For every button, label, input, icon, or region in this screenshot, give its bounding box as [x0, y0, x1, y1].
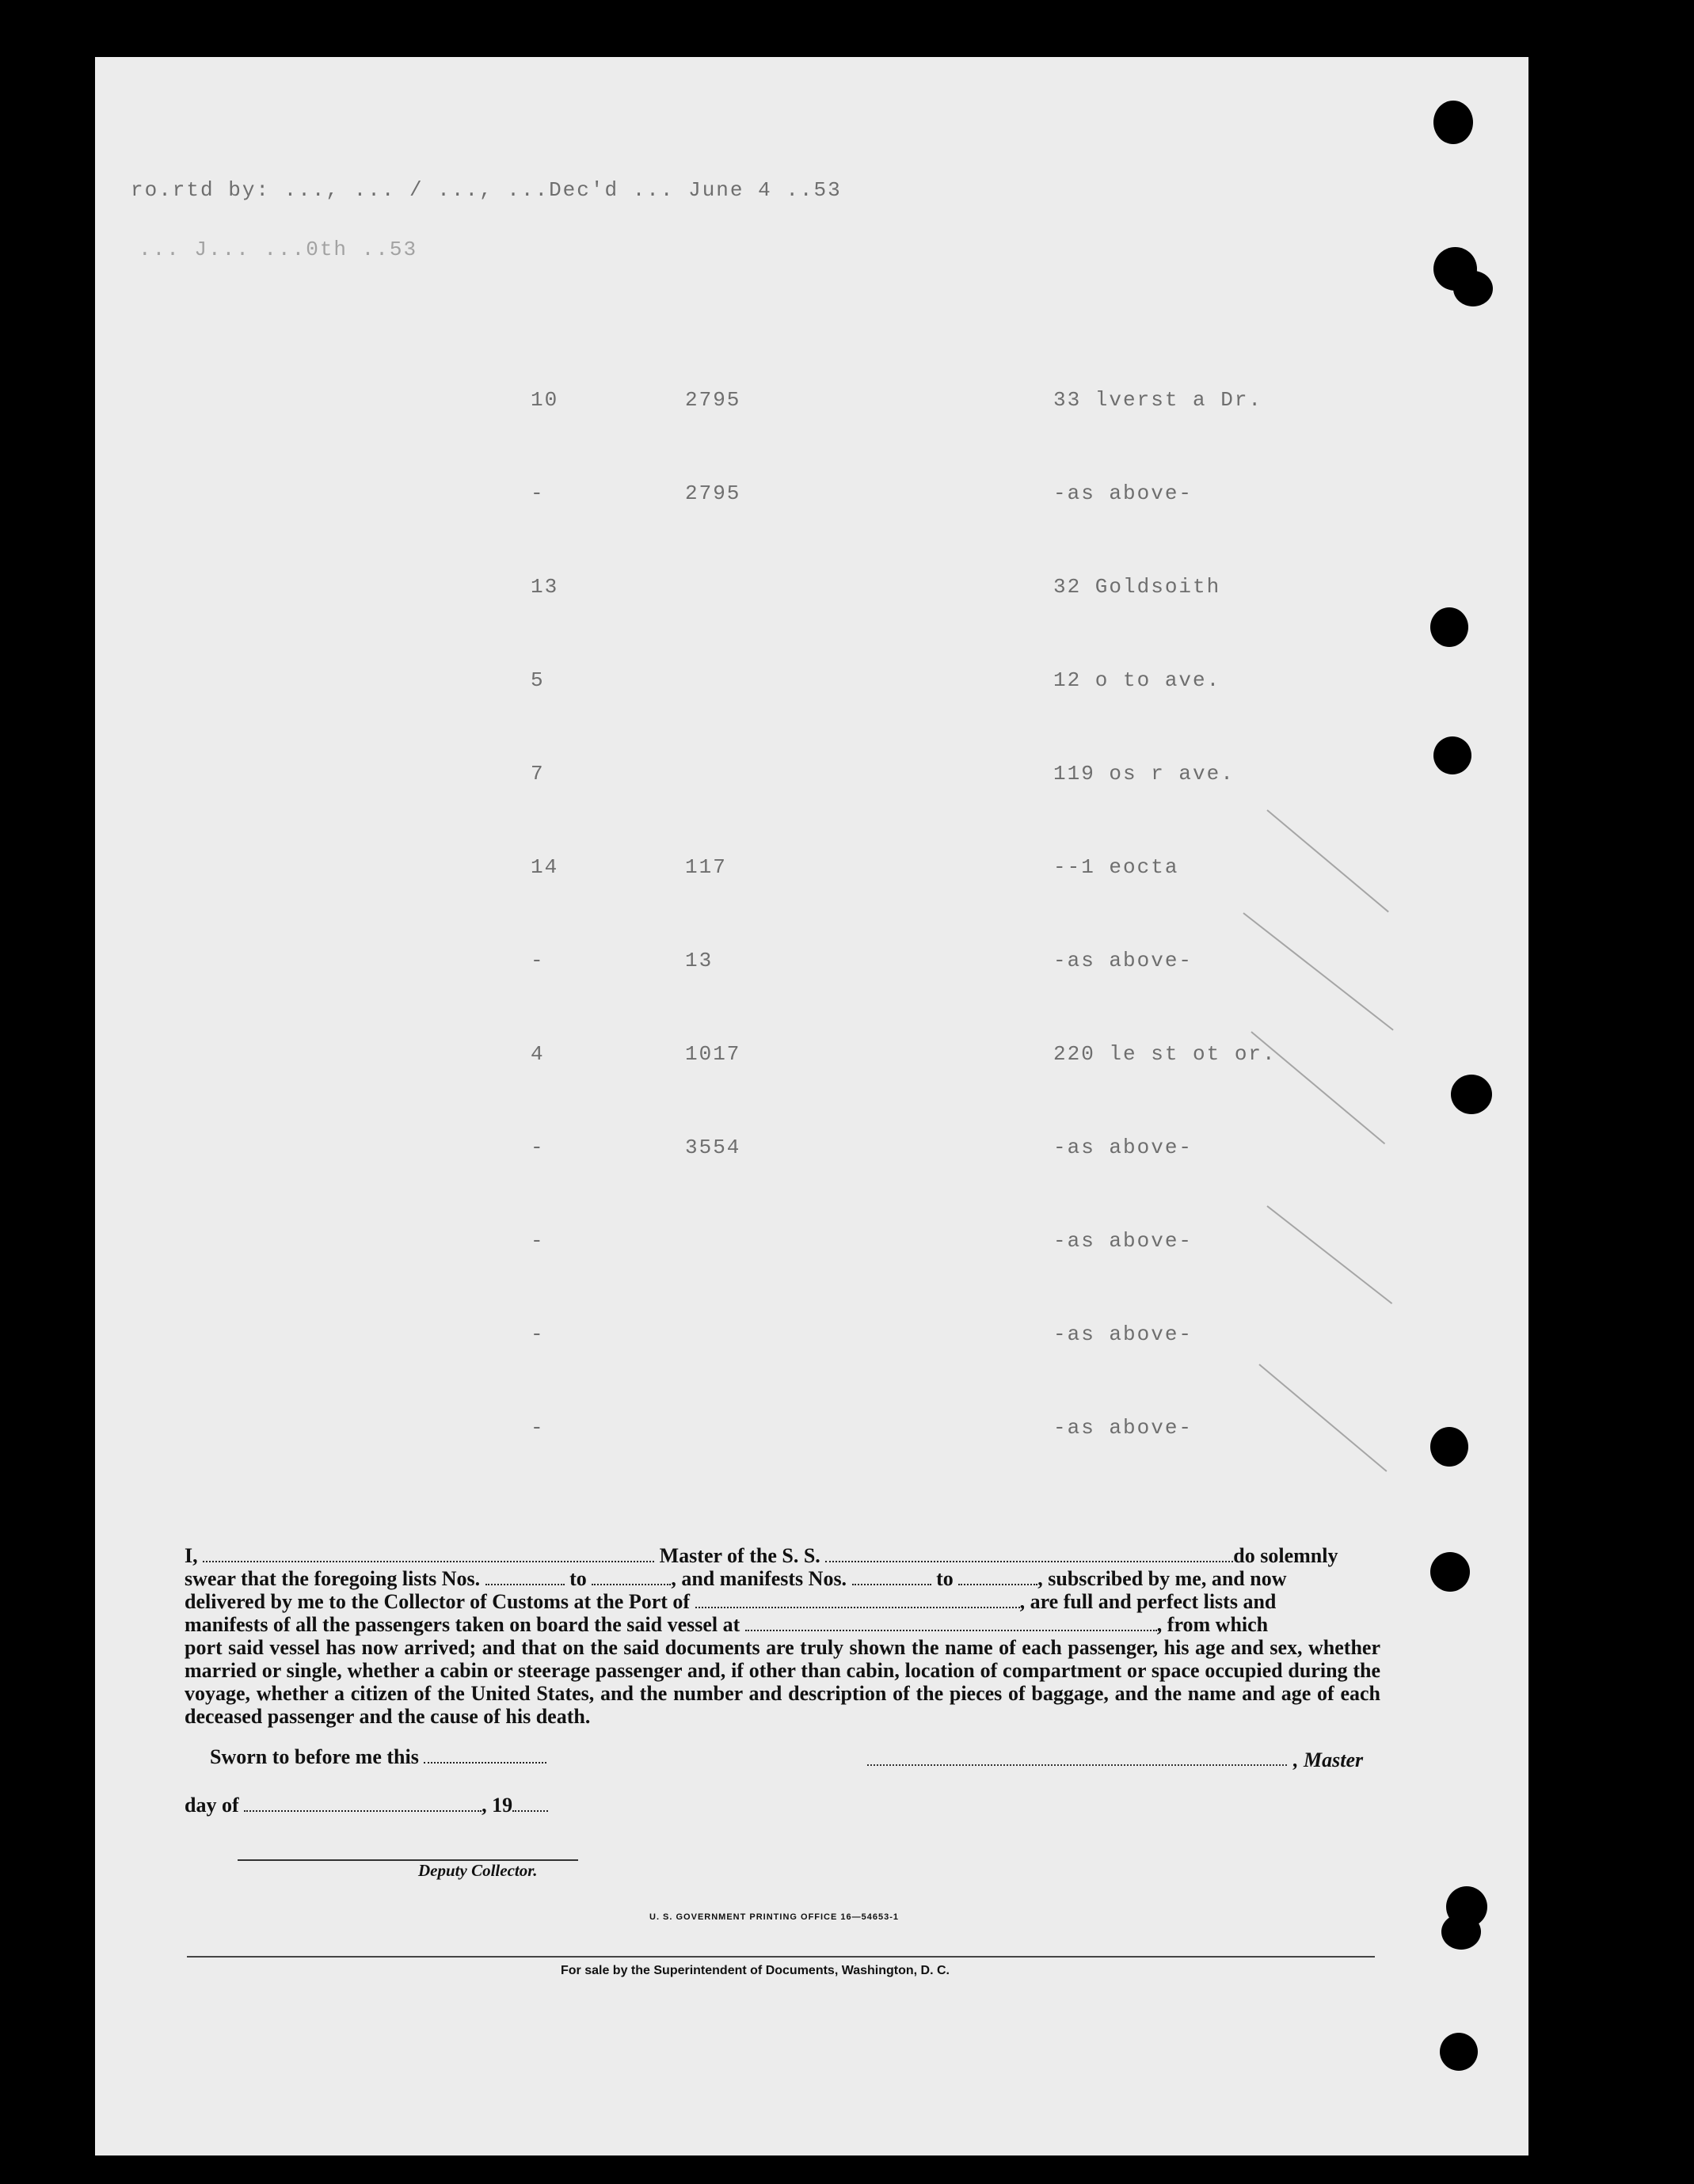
ghost-col-2: 2795 [685, 388, 741, 412]
ghost-col-1: 14 [531, 855, 559, 879]
ghost-col-2: 1017 [685, 1042, 741, 1066]
sale-notice: For sale by the Superintendent of Documents, Washington, D. C. [561, 1964, 950, 1977]
day-of-label: day of [185, 1794, 239, 1817]
sworn-label: Sworn to before me this [210, 1745, 419, 1768]
ghost-header-line-2: ... J... ...0th ..53 [139, 238, 418, 261]
list-from-field[interactable] [485, 1568, 565, 1585]
ghost-col-2: 3554 [685, 1136, 741, 1159]
ghost-col-1: 4 [531, 1042, 545, 1066]
punch-hole [1433, 736, 1471, 774]
ghost-col-1: 10 [531, 388, 559, 412]
ghost-col-3: --1 eocta [1053, 855, 1179, 879]
document-sheet [95, 57, 1528, 2155]
master-name-field[interactable] [203, 1545, 654, 1562]
master-signature-line[interactable] [867, 1764, 1287, 1766]
ghost-header-line-1: ro.rtd by: ..., ... / ..., ...Dec'd ... June 4 ..53 [131, 178, 842, 202]
decl-swear: swear that the foregoing lists Nos. [185, 1567, 481, 1590]
decl-i: I, [185, 1544, 198, 1567]
vessel-name-field[interactable] [825, 1545, 1233, 1562]
declaration-paragraph [185, 1544, 1380, 1728]
sworn-before-me [210, 1745, 546, 1769]
ghost-col-3: -as above- [1053, 1416, 1193, 1440]
ghost-col-1: - [531, 949, 545, 972]
ghost-col-2: 13 [685, 949, 714, 972]
punch-hole [1433, 101, 1473, 144]
ghost-col-1: - [531, 481, 545, 505]
ghost-col-3: -as above- [1053, 1229, 1193, 1253]
ghost-col-2: 2795 [685, 481, 741, 505]
month-field[interactable] [244, 1794, 482, 1812]
ghost-col-1: - [531, 1229, 545, 1253]
list-to-field[interactable] [592, 1568, 671, 1585]
punch-hole [1441, 1914, 1481, 1950]
decl-master-of-ss: Master of the S. S. [659, 1544, 820, 1567]
ghost-col-1: - [531, 1322, 545, 1346]
ghost-col-1: 7 [531, 762, 545, 786]
sworn-day-field[interactable] [424, 1746, 546, 1764]
ghost-col-1: 5 [531, 668, 545, 692]
decl-delivered: delivered by me to the Collector of Customs at the Port of [185, 1590, 691, 1613]
punch-hole [1440, 2033, 1478, 2071]
manifest-from-field[interactable] [852, 1568, 931, 1585]
decl-to-2: to [936, 1567, 954, 1590]
decl-body: port said vessel has now arrived; and that on the said documents are truly shown the name of each passenger, his age and sex, whether married or single, whether a cabin or steerage passenger and, if other than cabin, location of compartment or space occupied during the voyage, whether a citizen of the United States, and the number and description of the pieces of baggage, and the name and age of each deceased passenger and the cause of his death. [185, 1636, 1380, 1728]
port-field[interactable] [695, 1591, 1020, 1608]
gpo-imprint: U. S. GOVERNMENT PRINTING OFFICE 16—54653-1 [649, 1912, 900, 1922]
decl-manifests-all: manifests of all the passengers taken on board the said vessel at [185, 1613, 740, 1636]
ghost-col-1: - [531, 1136, 545, 1159]
decl-solemnly: do solemnly [1233, 1544, 1338, 1567]
day-of-line [185, 1794, 548, 1817]
ghost-col-2: 117 [685, 855, 727, 879]
footer-rule [187, 1956, 1375, 1958]
ghost-col-1: 13 [531, 575, 559, 599]
decl-full-perfect: , are full and perfect lists and [1019, 1590, 1277, 1613]
ghost-col-3: 12 o to ave. [1053, 668, 1221, 692]
punch-hole [1430, 1427, 1468, 1467]
year-field[interactable] [512, 1794, 548, 1812]
decl-to-1: to [569, 1567, 587, 1590]
ghost-col-3: -as above- [1053, 481, 1193, 505]
ghost-col-3: -as above- [1053, 949, 1193, 972]
ghost-col-3: 220 le st ot or. [1053, 1042, 1277, 1066]
decl-manifests: , and manifests Nos. [671, 1567, 847, 1590]
year-label: , 19 [482, 1794, 513, 1817]
punch-hole [1430, 607, 1468, 647]
ghost-col-3: 33 lverst a Dr. [1053, 388, 1263, 412]
deputy-collector-label: Deputy Collector. [418, 1861, 538, 1880]
manifest-to-field[interactable] [958, 1568, 1037, 1585]
ghost-col-3: 119 os r ave. [1053, 762, 1235, 786]
decl-subscribed: , subscribed by me, and now [1037, 1567, 1287, 1590]
departure-port-field[interactable] [745, 1614, 1157, 1631]
punch-hole [1451, 1075, 1492, 1114]
ghost-col-3: -as above- [1053, 1136, 1193, 1159]
punch-hole [1453, 271, 1493, 306]
ghost-col-1: - [531, 1416, 545, 1440]
ghost-col-3: 32 Goldsoith [1053, 575, 1221, 599]
master-label: , Master [1293, 1748, 1364, 1771]
decl-from-which: , from which [1156, 1613, 1269, 1636]
punch-hole [1430, 1552, 1470, 1592]
ghost-col-3: -as above- [1053, 1322, 1193, 1346]
